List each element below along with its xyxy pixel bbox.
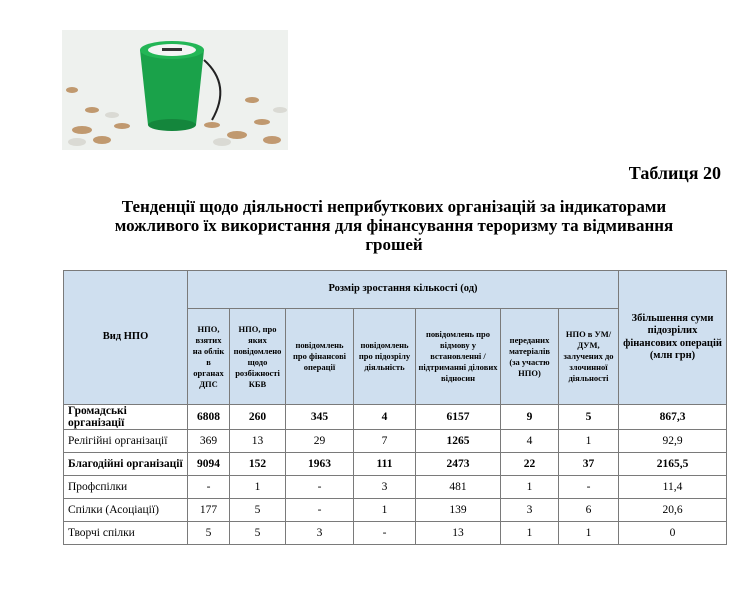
table-row	[64, 453, 727, 476]
cell: -	[286, 476, 354, 499]
cell: 6808	[188, 405, 230, 430]
cell: 22	[501, 453, 559, 476]
table-row	[64, 476, 727, 499]
cell: 260	[230, 405, 286, 430]
cell: 5	[230, 499, 286, 522]
cell: -	[188, 476, 230, 499]
cell: 1	[559, 430, 619, 453]
cell: 1	[230, 476, 286, 499]
title-line-1: Тенденції щодо діяльності неприбуткових організацій за індикаторами	[121, 197, 667, 216]
header-group: Розмір зростання кількості (од)	[188, 271, 619, 309]
cell: 29	[286, 430, 354, 453]
cell: 3	[286, 522, 354, 545]
cell: 4	[354, 405, 416, 430]
cell: 152	[230, 453, 286, 476]
cell: 5	[559, 405, 619, 430]
cell: 37	[559, 453, 619, 476]
header-sub-3: повідомлень про фінансові операції	[286, 309, 354, 405]
cell: 1963	[286, 453, 354, 476]
table-number: Таблиця 20	[628, 163, 721, 183]
cell: -	[354, 522, 416, 545]
cell: 1	[354, 499, 416, 522]
cell: 5	[230, 522, 286, 545]
cell: 20,6	[619, 499, 727, 522]
cell: 92,9	[619, 430, 727, 453]
cell: 9	[501, 405, 559, 430]
cell: 13	[230, 430, 286, 453]
header-amount-increase: Збільшення суми підозрілих фінансових операцій (млн грн)	[619, 271, 727, 405]
table-title	[40, 197, 748, 254]
table-row	[64, 405, 727, 430]
cell: 1	[501, 522, 559, 545]
header-sub-7: НПО в УМ/ДУМ, залучених до злочинної діяльності	[559, 309, 619, 405]
cell: 11,4	[619, 476, 727, 499]
charity-box-photo	[62, 30, 288, 150]
table-row	[64, 430, 727, 453]
header-sub-4: повідомлень про підозрілу діяльність	[354, 309, 416, 405]
cell: 111	[354, 453, 416, 476]
cell: 2165,5	[619, 453, 727, 476]
cell: -	[559, 476, 619, 499]
cell: 4	[501, 430, 559, 453]
title-line-3: грошей	[365, 235, 423, 254]
cell: -	[286, 499, 354, 522]
cell: 3	[354, 476, 416, 499]
cell: 0	[619, 522, 727, 545]
cell: 2473	[416, 453, 501, 476]
table-row	[64, 522, 727, 545]
cell: 1265	[416, 430, 501, 453]
row-name: Релігійні організації	[64, 430, 188, 453]
row-name: Творчі спілки	[64, 522, 188, 545]
cell: 3	[501, 499, 559, 522]
row-name: Профспілки	[64, 476, 188, 499]
header-npo-type: Вид НПО	[64, 271, 188, 405]
cell: 139	[416, 499, 501, 522]
cell: 481	[416, 476, 501, 499]
cell: 5	[188, 522, 230, 545]
cell: 6157	[416, 405, 501, 430]
header-sub-1: НПО, взятих на облік в органах ДПС	[188, 309, 230, 405]
cell: 9094	[188, 453, 230, 476]
cell: 345	[286, 405, 354, 430]
header-sub-6: переданих матеріалів (за участю НПО)	[501, 309, 559, 405]
header-sub-2: НПО, про яких повідомлено щодо розбіжності КБВ	[230, 309, 286, 405]
npo-table	[63, 270, 727, 545]
cell: 177	[188, 499, 230, 522]
row-name: Благодійні організації	[64, 453, 188, 476]
row-name: Спілки (Асоціації)	[64, 499, 188, 522]
cell: 6	[559, 499, 619, 522]
cell: 369	[188, 430, 230, 453]
cell: 1	[559, 522, 619, 545]
row-name: Громадські організації	[64, 405, 188, 430]
cell: 1	[501, 476, 559, 499]
cell: 867,3	[619, 405, 727, 430]
cell: 13	[416, 522, 501, 545]
cell: 7	[354, 430, 416, 453]
title-line-2: можливого їх використання для фінансування тероризму та відмивання	[114, 216, 674, 235]
header-sub-5: повідомлень про відмову у встановленні / підтриманні ділових відносин	[416, 309, 501, 405]
table-row	[64, 499, 727, 522]
